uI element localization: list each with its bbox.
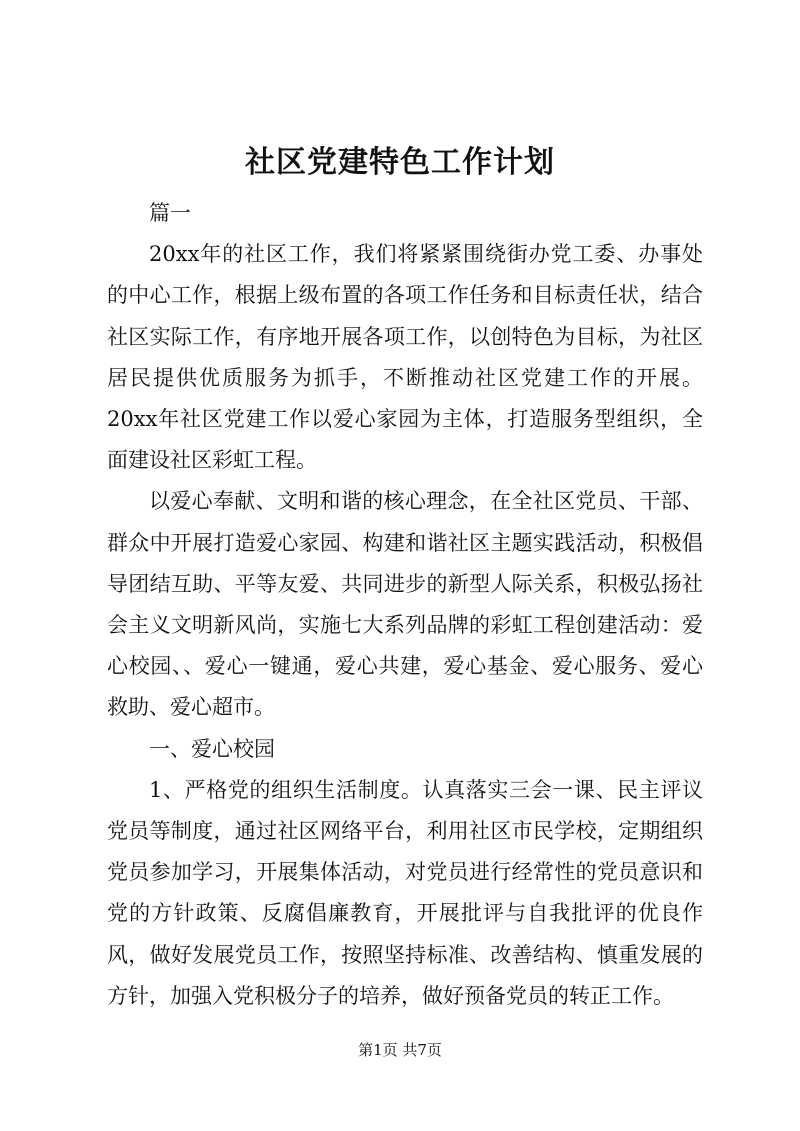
section-label: 篇一 (149, 201, 191, 225)
paragraph-item-1: 1、严格党的组织生活制度。认真落实三会一课、民主评议党员等制度，通过社区网络平台，利用社区市民学校，定期组织党员参加学习，开展集体活动，对党员进行经常性的党员意识和党的方针政策、反腐倡廉教育，开展批评与自我批评的优良作风，做好发展党员工作，按照坚持标准、改善结构、慎重发展的方针，加强入党积极分子的培养，做好预备党员的转正工作。 (107, 777, 703, 1008)
paragraph-intro: 20xx年的社区工作，我们将紧紧围绕街办党工委、办事处的中心工作，根据上级布置的各项工作任务和目标责任状，结合社区实际工作，有序地开展各项工作，以创特色为目标，为社区居民提供优质服务为抓手，不断推动社区党建工作的开展。20xx年社区党建工作以爱心家园为主体，打造服务型组织，全面建设社区彩虹工程。 (107, 242, 703, 473)
page-footer: 第1页 共7页 (358, 1041, 442, 1059)
subheading-caring-campus: 一、爱心校园 (149, 736, 275, 761)
document-title: 社区党建特色工作计划 (245, 145, 555, 180)
document-body (107, 193, 703, 1017)
paragraph-concept: 以爱心奉献、文明和谐的核心理念，在全社区党员、干部、群众中开展打造爱心家园、构建和谐社区主题实践活动，积极倡导团结互助、平等友爱、共同进步的新型人际关系，积极弘扬社会主义文明新风尚，实施七大系列品牌的彩虹工程创建活动：爱心校园、、爱心一键通，爱心共建，爱心基金、爱心服务、爱心救助、爱心超市。 (107, 489, 703, 720)
